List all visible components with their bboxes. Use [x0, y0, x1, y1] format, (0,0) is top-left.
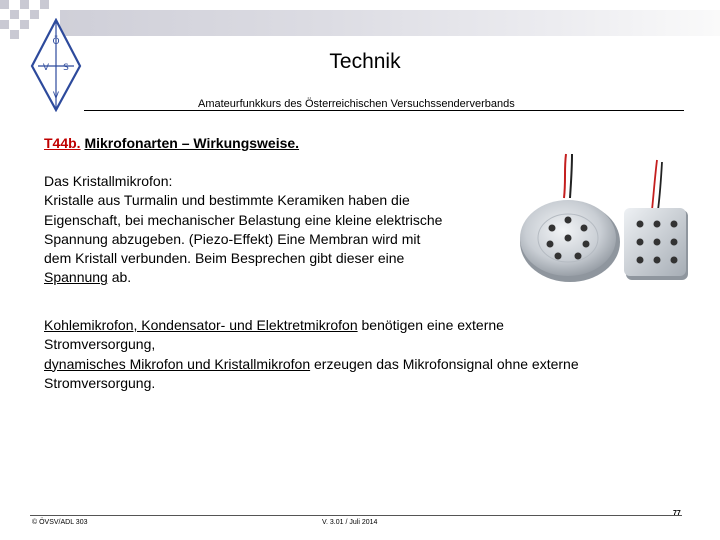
crystal-heading: Das Kristallmikrofon: — [44, 173, 173, 189]
crystal-line-5 — [44, 268, 514, 287]
mics-external-power-types: Kohlemikrofon, Kondensator- und Elektretmikrofon — [44, 317, 358, 333]
footer-copyright: © ÖVSV/ADL 303 — [32, 519, 88, 526]
logo-letter-v2: V — [52, 91, 60, 101]
logo-letter-o: Ö — [52, 37, 60, 47]
section-title — [44, 135, 299, 151]
crystal-line-4: dem Kristall verbunden. Beim Besprechen gibt dieser eine — [44, 250, 405, 267]
page-number: 77 — [673, 510, 681, 517]
mics-line-2: Stromversorgung, — [44, 336, 156, 353]
crystal-spannung-underlined: Spannung — [44, 269, 108, 286]
crystal-microphone-text — [44, 172, 514, 288]
crystal-line-3: Spannung abzugeben. (Piezo-Effekt) Eine Membran wird mit — [44, 230, 421, 247]
mics-line-4: Stromversorgung. — [44, 374, 156, 391]
footer-divider — [30, 515, 682, 516]
logo-letter-v1: V — [42, 63, 50, 73]
footer-version: V. 3.01 / Juli 2014 — [322, 519, 378, 526]
logo-letter-s: S — [63, 63, 69, 73]
piezo-microphone-photo — [512, 150, 692, 290]
crystal-line-5-rest: ab. — [107, 269, 132, 286]
crystal-line-1: Kristalle aus Turmalin und bestimmte Keramiken haben die — [44, 192, 410, 209]
microphone-types-text — [44, 316, 684, 393]
crystal-line-2: Eigenschaft, bei mechanischer Belastung eine kleine elektrische — [44, 211, 443, 228]
section-heading: Mikrofonarten – Wirkungsweise. — [84, 135, 300, 151]
mics-self-powered-types: dynamisches Mikrofon und Kristallmikrofon — [44, 355, 311, 372]
slide-subtitle: Amateurfunkkurs des Österreichischen Versuchssenderverbands — [198, 98, 515, 110]
mics-line-1 — [44, 316, 684, 335]
mics-line-3-rest: erzeugen das Mikrofonsignal ohne externe — [310, 355, 579, 372]
header-divider — [84, 110, 684, 111]
slide-title: Technik — [329, 50, 401, 73]
mics-line-3 — [44, 355, 684, 374]
header-gradient-bar — [60, 10, 720, 36]
section-code: T44b. — [44, 135, 81, 151]
mics-line-1-rest: benötigen eine externe — [357, 317, 504, 333]
